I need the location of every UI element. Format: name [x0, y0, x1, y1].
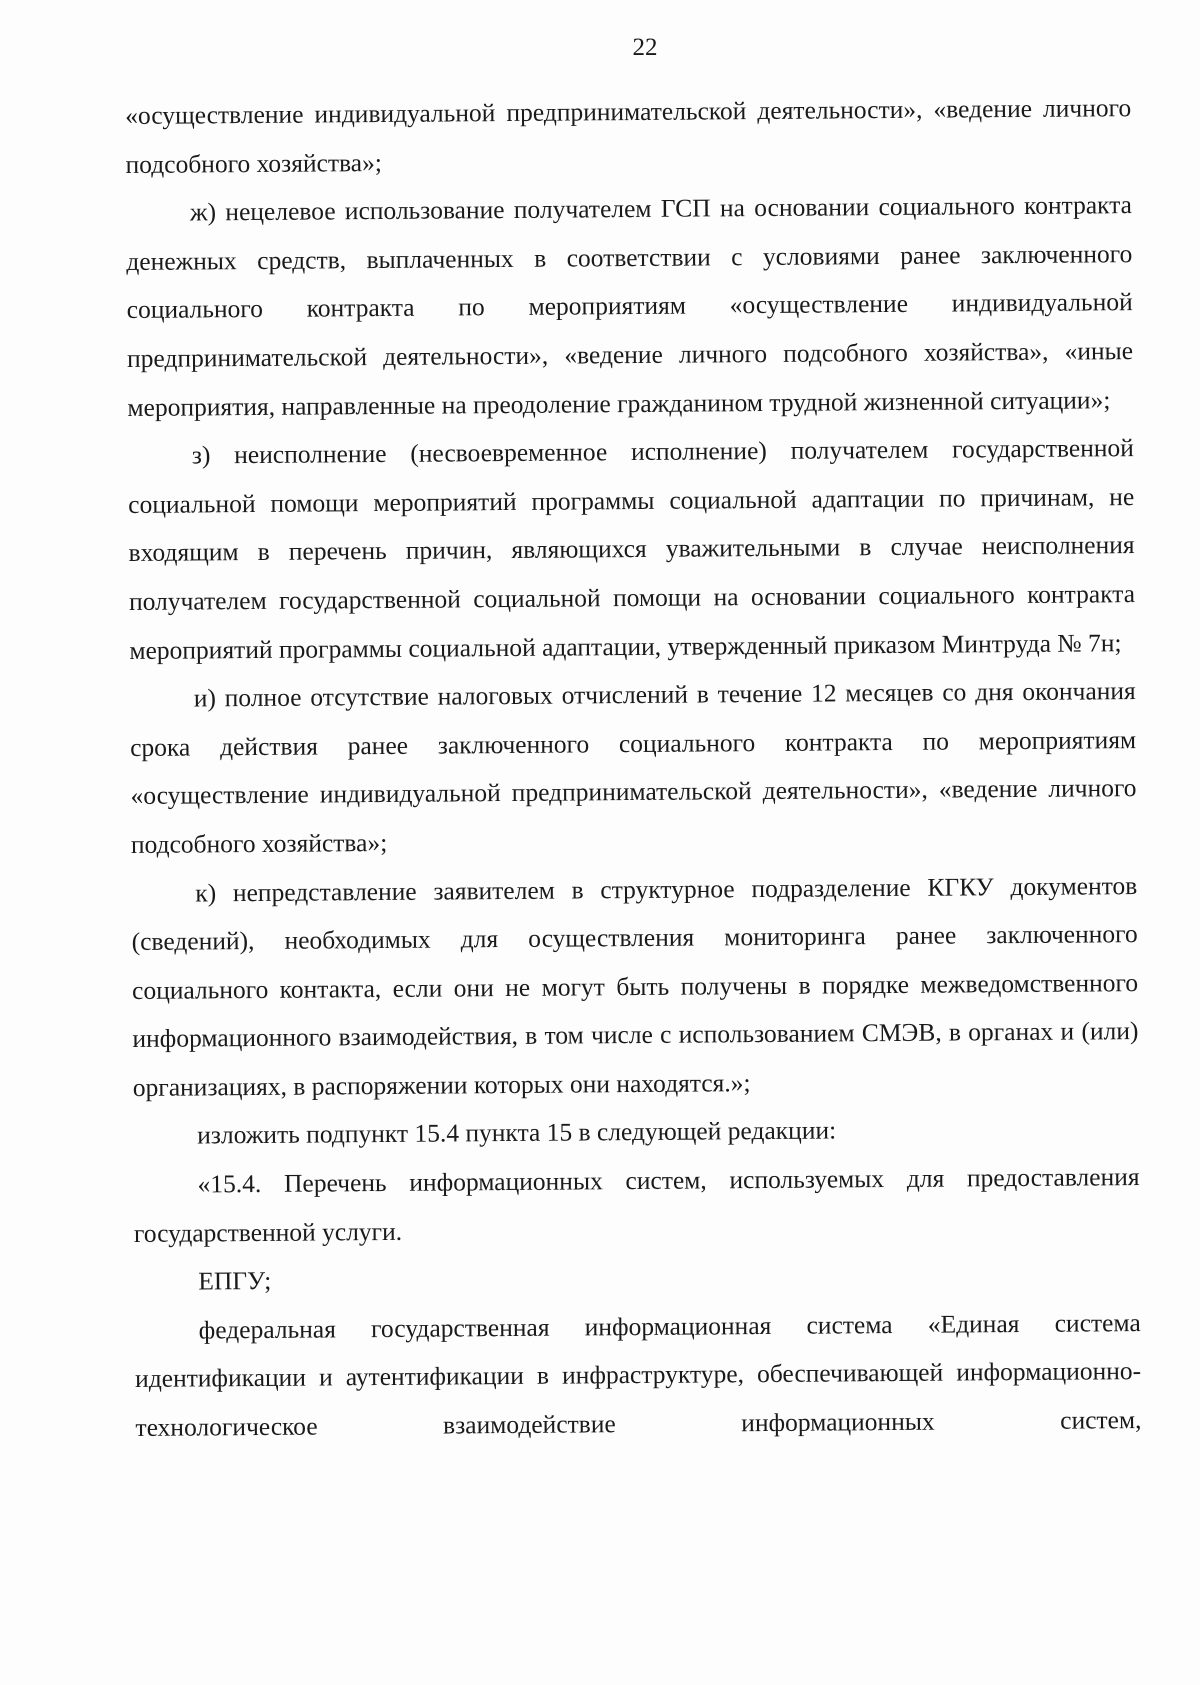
paragraph-item-i: и) полное отсутствие налоговых отчислений в течение 12 месяцев со дня окончания срока действия ранее заключенного социального контракта по мероприятиям «осуществление индивидуальной предпринимательской деятельности», «ведение личного подсобного хозяйства»;: [130, 676, 1137, 859]
paragraph-item-zh: ж) нецелевое использование получателем ГСП на основании социального контракта денежных средств, выплаченных в соответствии с условиями ранее заключенного социального контракта по мероприятиям «осуществление индивидуальной предпринимательской деятельности», «ведение личного подсобного хозяйства», «иные мероприятия, направленные на преодоление гражданином трудной жизненной ситуации»;: [126, 190, 1134, 422]
paragraph-federal-system: федеральная государственная информационная система «Единая система идентификации и аутентификации в инфраструктуре, обеспечивающей информационно-технологическое взаимодействие информационных систем,: [134, 1307, 1142, 1442]
paragraph-subclause-15-4: «15.4. Перечень информационных систем, используемых для предоставления государственной услуги.: [133, 1162, 1140, 1248]
paragraph-amendment-instruction: изложить подпункт 15.4 пункта 15 в следующей редакции:: [197, 1115, 837, 1150]
document-body: [125, 84, 1142, 1452]
paragraph-item-k: к) непредставление заявителем в структурное подразделение КГКУ документов (сведений), необходимых для осуществления мониторинга ранее заключенного социального контакта, если они не могут быть получены в порядке межведомственного информационного взаимодействия, в том числе с использованием СМЭВ, в органах и (или) организациях, в распоряжении которых они находятся.»;: [131, 870, 1139, 1102]
paragraph-epgu: ЕПГУ;: [198, 1266, 272, 1296]
paragraph-continuation: «осуществление индивидуальной предпринимательской деятельности», «ведение личного подсобного хозяйства»;: [125, 93, 1132, 179]
paragraph-item-z: з) неисполнение (несвоевременное исполнение) получателем государственной социальной помощи мероприятий программы социальной адаптации по причинам, не входящим в перечень причин, являющихся уважительными в случае неисполнения получателем государственной социальной помощи на основании социального контракта мероприятий программы социальной адаптации, утвержденный приказом Минтруда № 7н;: [128, 433, 1136, 665]
page-number: 22: [632, 34, 658, 61]
